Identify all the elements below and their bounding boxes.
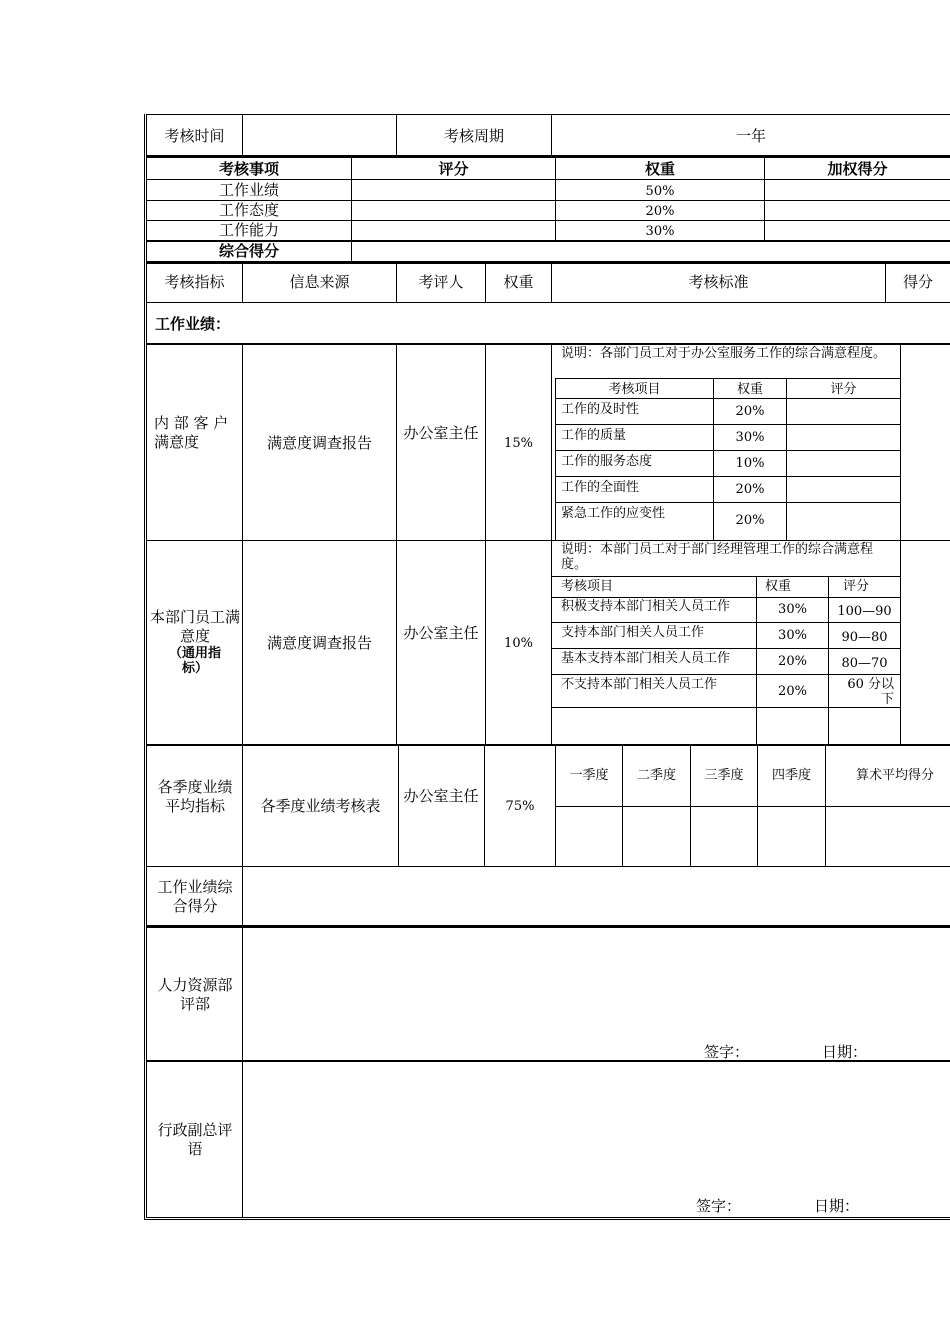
dept-item-name: 支持本部门相关人员工作: [561, 625, 705, 640]
dept-item-weight: 20%: [778, 654, 807, 669]
line: [147, 343, 950, 345]
quarterly-col: 算术平均得分: [855, 768, 934, 783]
dept-item-weight: 20%: [778, 684, 807, 699]
internal-sub-header: 权重: [736, 382, 763, 397]
dept-sub-header: 权重: [765, 579, 792, 594]
internal-desc: 说明：各部门员工对于办公室服务工作的综合满意程度。: [561, 346, 887, 361]
internal-item-name: 工作的质量: [561, 428, 627, 443]
col-index: 考核指标: [164, 273, 225, 291]
dept-name: [150, 608, 240, 677]
dept-item-score: 90—80: [841, 630, 888, 645]
line: [555, 450, 900, 451]
line: [147, 866, 950, 867]
line: [555, 424, 900, 425]
line: [786, 378, 787, 540]
line: [552, 597, 900, 598]
line: [900, 344, 901, 745]
internal-item-weight: 10%: [735, 456, 765, 471]
col-weight: 权重: [503, 273, 534, 291]
line: [552, 576, 900, 577]
dept-item-name: 不支持本部门相关人员工作: [561, 677, 718, 692]
line: [242, 114, 243, 156]
line: [398, 745, 399, 867]
vp-label: 行政副总评语: [157, 1121, 233, 1158]
line: [485, 344, 486, 745]
line: [147, 925, 950, 928]
summary-header-score: 评分: [438, 160, 469, 178]
line: [242, 344, 243, 745]
line: [555, 378, 900, 379]
internal-weight: 15%: [504, 436, 533, 451]
line: [551, 344, 552, 745]
internal-source: 满意度调查报告: [266, 434, 372, 452]
internal-item-name: 紧急工作的应变性: [561, 506, 666, 521]
dept-evaluator: 办公室主任: [403, 624, 479, 642]
period-value: 一年: [735, 127, 766, 145]
internal-item-weight: 20%: [735, 513, 765, 528]
line: [555, 476, 900, 477]
dept-desc: 说明：本部门员工对于部门经理管理工作的综合满意程度。: [561, 542, 874, 572]
internal-item-weight: 20%: [735, 482, 765, 497]
summary-row-weight: 30%: [645, 224, 675, 239]
dept-item-score: 80—70: [841, 656, 888, 671]
dept-item-name: 基本支持本部门相关人员工作: [561, 651, 731, 666]
line: [552, 622, 900, 623]
line: [147, 540, 950, 541]
line: [396, 344, 397, 745]
dept-source: 满意度调查报告: [266, 634, 372, 652]
hr-date: 日期：: [822, 1043, 868, 1061]
dept-item-weight: 30%: [778, 628, 807, 643]
line: [552, 674, 900, 675]
col-standard: 考核标准: [688, 273, 749, 291]
col-evaluator: 考评人: [418, 273, 464, 291]
line: [147, 114, 950, 115]
line: [555, 378, 556, 540]
dept-item-score: 100—90: [837, 604, 892, 619]
quarterly-col: 二季度: [636, 768, 676, 783]
internal-item-weight: 20%: [735, 404, 765, 419]
summary-row-item: 工作态度: [218, 201, 279, 219]
col-source: 信息来源: [289, 273, 350, 291]
quarterly-weight: 75%: [505, 799, 535, 814]
line: [147, 179, 950, 180]
internal-name: 内 部 客 户 满意度: [154, 414, 229, 451]
summary-header-weighted: 加权得分: [827, 160, 888, 178]
total-label: 工作业绩综合得分: [157, 878, 233, 915]
internal-sub-header: 评分: [830, 382, 857, 397]
dept-name-text: 本部门员工满意度: [150, 608, 241, 645]
summary-header-weight: 权重: [644, 160, 675, 178]
quarterly-col: 四季度: [771, 768, 811, 783]
line: [555, 398, 900, 399]
section-title: 工作业绩：: [155, 315, 231, 333]
line: [555, 502, 900, 503]
summary-header-item: 考核事项: [218, 160, 279, 178]
col-score: 得分: [902, 273, 933, 291]
quarterly-name: 各季度业绩平均指标: [157, 778, 233, 815]
dept-item-name: 积极支持本部门相关人员工作: [561, 599, 731, 614]
dept-name-note: （通用指标）: [168, 646, 221, 676]
time-label: 考核时间: [164, 127, 225, 145]
dept-weight: 10%: [504, 636, 533, 651]
hr-sign: 签字：: [704, 1043, 750, 1061]
dept-sub-header: 考核项目: [561, 579, 614, 594]
internal-item-name: 工作的及时性: [561, 402, 640, 417]
quarterly-evaluator: 办公室主任: [403, 787, 479, 805]
line: [147, 744, 950, 746]
dept-item-score: 60 分以下: [847, 677, 894, 707]
line: [147, 155, 950, 158]
hr-label: 人力资源部评部: [157, 976, 233, 1013]
internal-item-name: 工作的服务态度: [561, 454, 653, 469]
dept-item-weight: 30%: [778, 602, 807, 617]
summary-row-item: 工作能力: [218, 221, 279, 239]
internal-item-name: 工作的全面性: [561, 480, 640, 495]
quarterly-col: 一季度: [569, 768, 609, 783]
period-label: 考核周期: [443, 127, 504, 145]
vp-sign: 签字：: [696, 1197, 742, 1215]
internal-item-weight: 30%: [735, 430, 765, 445]
line: [147, 261, 950, 264]
line: [552, 648, 900, 649]
summary-row-weight: 50%: [645, 184, 675, 199]
summary-total-label: 综合得分: [218, 242, 279, 260]
line: [555, 806, 950, 807]
dept-sub-header: 评分: [843, 579, 870, 594]
summary-row-weight: 20%: [645, 204, 675, 219]
quarterly-col: 三季度: [704, 768, 744, 783]
line: [147, 302, 950, 303]
internal-evaluator: 办公室主任: [403, 424, 479, 442]
quarterly-source: 各季度业绩考核表: [260, 797, 381, 815]
vp-date: 日期：: [814, 1197, 860, 1215]
internal-sub-header: 考核项目: [608, 382, 661, 397]
summary-row-item: 工作业绩: [218, 181, 279, 199]
line: [242, 867, 243, 1217]
line: [552, 707, 900, 708]
